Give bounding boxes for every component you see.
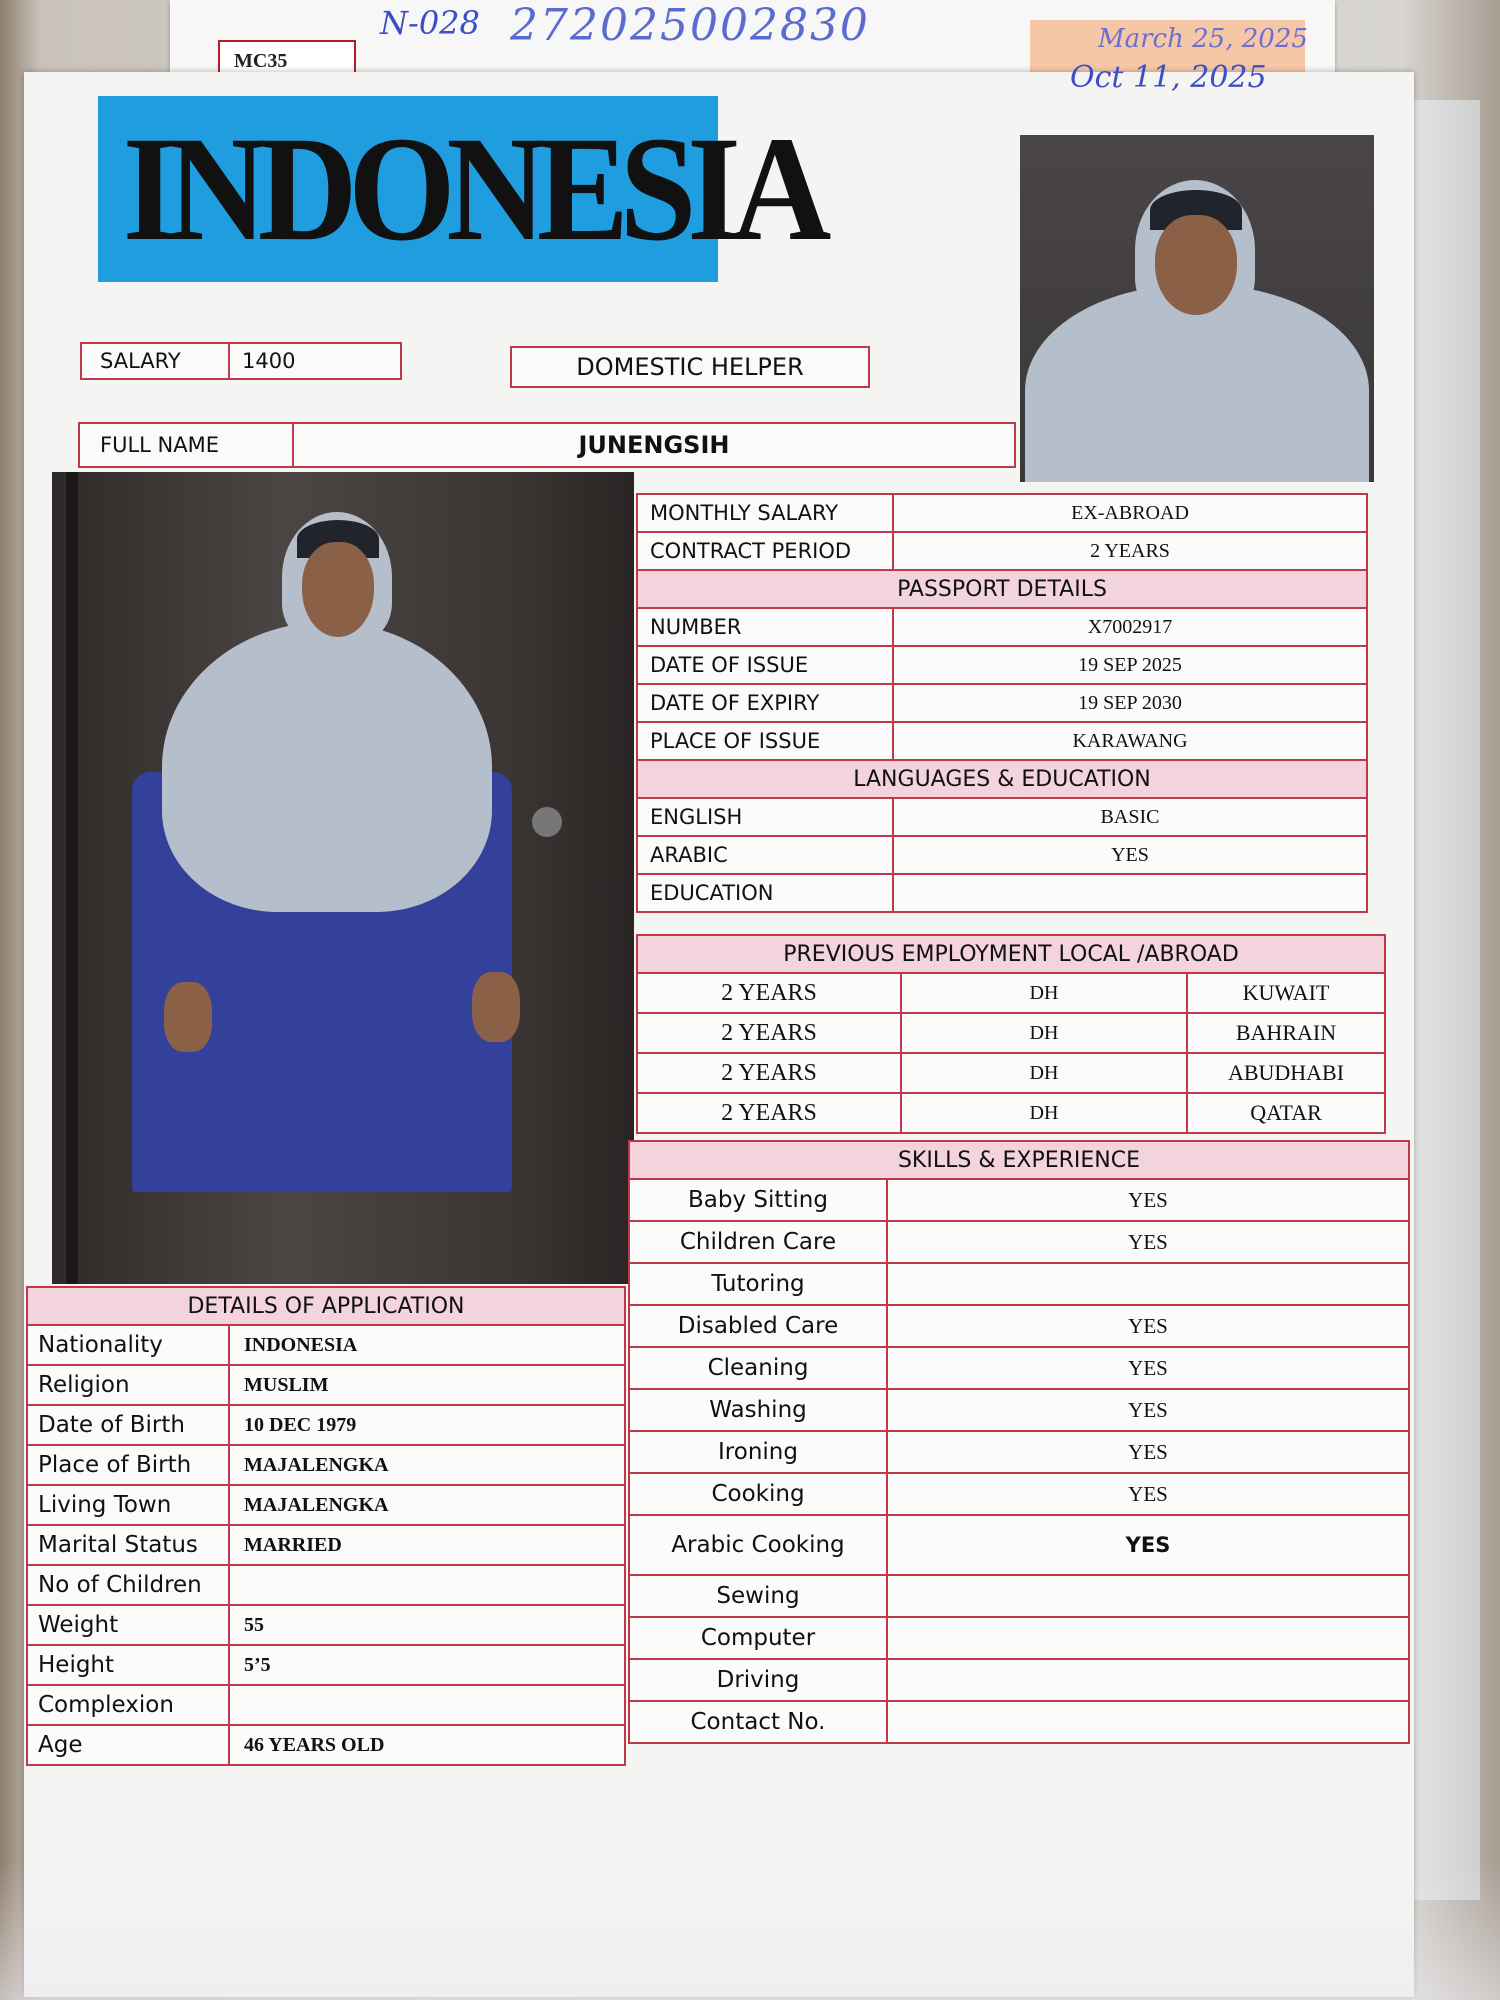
skill-label: Baby Sitting [629,1179,887,1221]
detail-label: Nationality [27,1325,229,1365]
table-row [27,1685,625,1725]
contract-period-label: CONTRACT PERIOD [637,532,893,570]
skill-label: Computer [629,1617,887,1659]
skill-value [887,1701,1409,1743]
table-row [27,1645,625,1685]
table-row [629,1431,1409,1473]
portrait-photo [1020,135,1374,482]
table-row [27,1485,625,1525]
table-row [637,874,1367,912]
table-row [27,1525,625,1565]
full-body-photo [52,472,634,1284]
skill-label: Tutoring [629,1263,887,1305]
handwritten-number: 272025002830 [510,0,870,51]
table-row [629,1617,1409,1659]
arabic-value: YES [893,836,1367,874]
country-banner [98,96,823,282]
employment-country: KUWAIT [1187,973,1385,1013]
arabic-label: ARABIC [637,836,893,874]
table-row [637,608,1367,646]
skill-label: Contact No. [629,1701,887,1743]
face [302,542,374,637]
table-row [27,1325,625,1365]
face [1155,215,1237,315]
application-details-table [26,1286,626,1766]
application-heading: DETAILS OF APPLICATION [27,1287,625,1325]
table-row [637,1013,1385,1053]
monthly-salary-value: EX-ABROAD [893,494,1367,532]
skill-value [887,1659,1409,1701]
skill-label: Washing [629,1389,887,1431]
skill-label: Arabic Cooking [629,1515,887,1575]
employment-years: 2 YEARS [637,973,901,1013]
date-of-expiry-value: 19 SEP 2030 [893,684,1367,722]
skill-label: Cleaning [629,1347,887,1389]
table-row [27,1365,625,1405]
table-row [637,684,1367,722]
detail-value: INDONESIA [229,1325,625,1365]
table-row [629,1575,1409,1617]
employment-years: 2 YEARS [637,1013,901,1053]
handwritten-date-2: Oct 11, 2025 [1070,60,1267,95]
table-row [629,1263,1409,1305]
passport-languages-table [636,493,1368,913]
skill-value: YES [887,1347,1409,1389]
table-row [637,1093,1385,1133]
skill-label: Cooking [629,1473,887,1515]
skill-value: YES [887,1515,1409,1575]
salary-label: SALARY [82,344,230,378]
detail-label: Date of Birth [27,1405,229,1445]
table-row [629,1515,1409,1575]
full-name-value: JUNENGSIH [578,431,730,459]
detail-value [229,1685,625,1725]
employment-country: QATAR [1187,1093,1385,1133]
skill-label: Driving [629,1659,887,1701]
table-row [27,1445,625,1485]
handwritten-date-1: March 25, 2025 [1098,24,1308,54]
table-row [637,836,1367,874]
table-row [27,1565,625,1605]
english-label: ENGLISH [637,798,893,836]
salary-field [80,342,402,380]
table-row [629,1347,1409,1389]
skill-value: YES [887,1473,1409,1515]
detail-label: Place of Birth [27,1445,229,1485]
employment-country: BAHRAIN [1187,1013,1385,1053]
detail-label: Height [27,1645,229,1685]
table-row [637,722,1367,760]
photo-glare [0,1860,1500,2000]
education-value [893,874,1367,912]
detail-label: Weight [27,1605,229,1645]
table-row [637,646,1367,684]
employment-table [636,934,1386,1134]
detail-value: MAJALENGKA [229,1485,625,1525]
folder-tag: MC35 [218,40,356,84]
table-row [637,973,1385,1013]
detail-value: 55 [229,1605,625,1645]
full-name-label: FULL NAME [80,424,294,466]
detail-label: Age [27,1725,229,1765]
detail-value: MARRIED [229,1525,625,1565]
table-row [637,494,1367,532]
date-of-issue-value: 19 SEP 2025 [893,646,1367,684]
skill-label: Disabled Care [629,1305,887,1347]
detail-value: MUSLIM [229,1365,625,1405]
date-of-issue-label: DATE OF ISSUE [637,646,893,684]
passport-number-label: NUMBER [637,608,893,646]
table-row [27,1605,625,1645]
job-title: DOMESTIC HELPER [510,346,870,388]
detail-label: No of Children [27,1565,229,1605]
detail-label: Religion [27,1365,229,1405]
table-row [629,1221,1409,1263]
section-header-row [637,935,1385,973]
table-row [629,1389,1409,1431]
skill-value: YES [887,1221,1409,1263]
passport-heading: PASSPORT DETAILS [637,570,1367,608]
salary-value: 1400 [242,349,296,373]
skill-value: YES [887,1389,1409,1431]
door-frame [66,472,78,1284]
employment-type: DH [901,1053,1187,1093]
section-header-row [637,570,1367,608]
table-row [27,1725,625,1765]
detail-value: 10 DEC 1979 [229,1405,625,1445]
country-title: INDONESIA [122,106,823,272]
date-of-expiry-label: DATE OF EXPIRY [637,684,893,722]
detail-label: Complexion [27,1685,229,1725]
table-row [629,1701,1409,1743]
employment-years: 2 YEARS [637,1093,901,1133]
monthly-salary-label: MONTHLY SALARY [637,494,893,532]
skill-label: Children Care [629,1221,887,1263]
employment-years: 2 YEARS [637,1053,901,1093]
passport-number-value: X7002917 [893,608,1367,646]
skill-value [887,1617,1409,1659]
detail-value: 46 YEARS OLD [229,1725,625,1765]
detail-value: 5’5 [229,1645,625,1685]
employment-heading: PREVIOUS EMPLOYMENT LOCAL /ABROAD [637,935,1385,973]
skill-value [887,1263,1409,1305]
languages-heading: LANGUAGES & EDUCATION [637,760,1367,798]
full-name-field [78,422,1016,468]
detail-value: MAJALENGKA [229,1445,625,1485]
place-of-issue-value: KARAWANG [893,722,1367,760]
education-label: EDUCATION [637,874,893,912]
employment-country: ABUDHABI [1187,1053,1385,1093]
table-row [27,1405,625,1445]
employment-type: DH [901,973,1187,1013]
detail-label: Living Town [27,1485,229,1525]
door-knob [532,807,562,837]
hand-right [472,972,520,1042]
handwritten-code: N-028 [380,4,480,42]
detail-label: Marital Status [27,1525,229,1565]
table-row [637,532,1367,570]
table-row [637,1053,1385,1093]
hand-left [164,982,212,1052]
detail-value [229,1565,625,1605]
skill-value: YES [887,1179,1409,1221]
skill-value: YES [887,1431,1409,1473]
section-header-row [27,1287,625,1325]
section-header-row [629,1141,1409,1179]
table-row [637,798,1367,836]
table-row [629,1473,1409,1515]
employment-type: DH [901,1013,1187,1053]
skills-heading: SKILLS & EXPERIENCE [629,1141,1409,1179]
skill-label: Ironing [629,1431,887,1473]
skills-table [628,1140,1410,1744]
skill-label: Sewing [629,1575,887,1617]
table-row [629,1659,1409,1701]
skill-value [887,1575,1409,1617]
table-row [629,1305,1409,1347]
english-value: BASIC [893,798,1367,836]
section-header-row [637,760,1367,798]
skill-value: YES [887,1305,1409,1347]
employment-type: DH [901,1093,1187,1133]
table-row [629,1179,1409,1221]
contract-period-value: 2 YEARS [893,532,1367,570]
veil-shape [162,622,492,912]
place-of-issue-label: PLACE OF ISSUE [637,722,893,760]
